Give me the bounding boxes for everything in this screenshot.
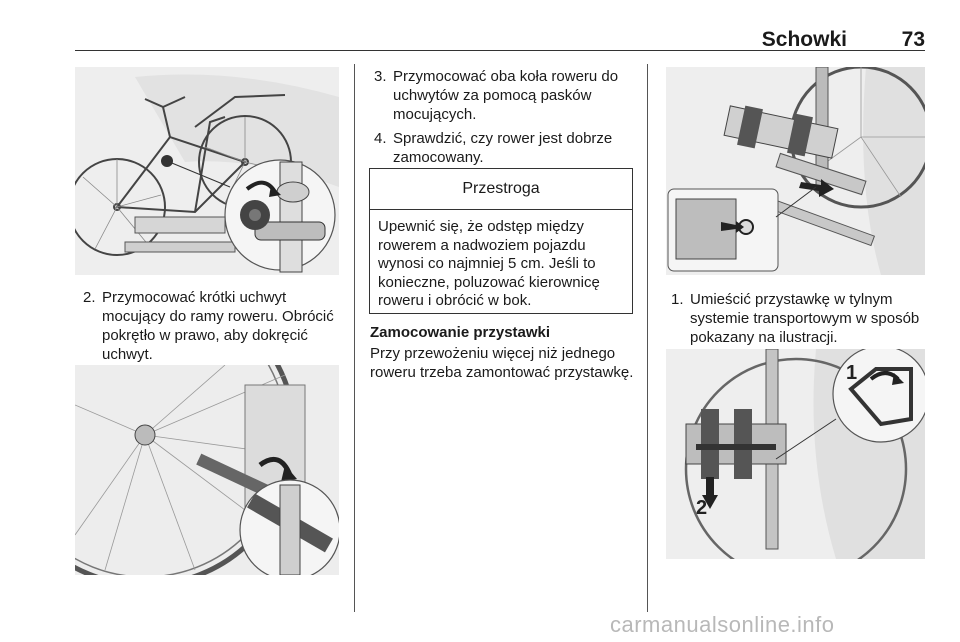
caution-box bbox=[369, 168, 633, 314]
step-3-text: Przymocować oba koła roweru do uchwytów za pomocą pasków mocujących. bbox=[393, 68, 619, 123]
column-divider-2 bbox=[647, 64, 648, 612]
caution-title: Przestroga bbox=[370, 169, 632, 210]
step-3-number: 3. bbox=[374, 68, 387, 85]
section-title: Zamocowanie przystawki bbox=[370, 324, 551, 341]
section-text: Przy przewożeniu więcej niż jednego roweru trzeba zamontować przystawkę. bbox=[370, 345, 634, 381]
adapter-callout-illustration bbox=[666, 349, 925, 559]
step-4 bbox=[374, 129, 636, 167]
watermark: carmanualsonline.info bbox=[610, 612, 835, 637]
step-2 bbox=[83, 288, 341, 364]
step-1 bbox=[671, 290, 927, 347]
caution-text: Upewnić się, że odstęp między rowerem a nadwoziem pojazdu wynosi co najmniej 5 cm. Jeśli to konieczne, poluzować kierownicę roweru i obrócić w bok. bbox=[378, 218, 600, 309]
step-2-text: Przymocować krótki uchwyt mocujący do ramy roweru. Obrócić pokrętło w prawo, aby dokręcić uchwyt. bbox=[102, 289, 334, 363]
adapter-insertion-illustration bbox=[666, 67, 925, 275]
callout-1: 1 bbox=[846, 362, 858, 384]
step-1-number: 1. bbox=[671, 291, 684, 308]
step-4-number: 4. bbox=[374, 130, 387, 147]
page-header bbox=[75, 24, 925, 50]
page-number: 73 bbox=[901, 28, 925, 51]
callout-2: 2 bbox=[696, 497, 708, 519]
wheel-strap-illustration bbox=[75, 365, 339, 575]
step-3 bbox=[374, 67, 636, 124]
column-divider-1 bbox=[354, 64, 355, 612]
page-title: Schowki bbox=[761, 28, 847, 51]
bike-frame-holder-illustration bbox=[75, 67, 339, 275]
step-4-text: Sprawdzić, czy rower jest dobrze zamocowany. bbox=[393, 130, 613, 166]
step-2-number: 2. bbox=[83, 289, 96, 306]
header-rule bbox=[75, 50, 925, 51]
step-1-text: Umieścić przystawkę w tylnym systemie transportowym w sposób pokazany na ilustracji. bbox=[690, 291, 920, 346]
